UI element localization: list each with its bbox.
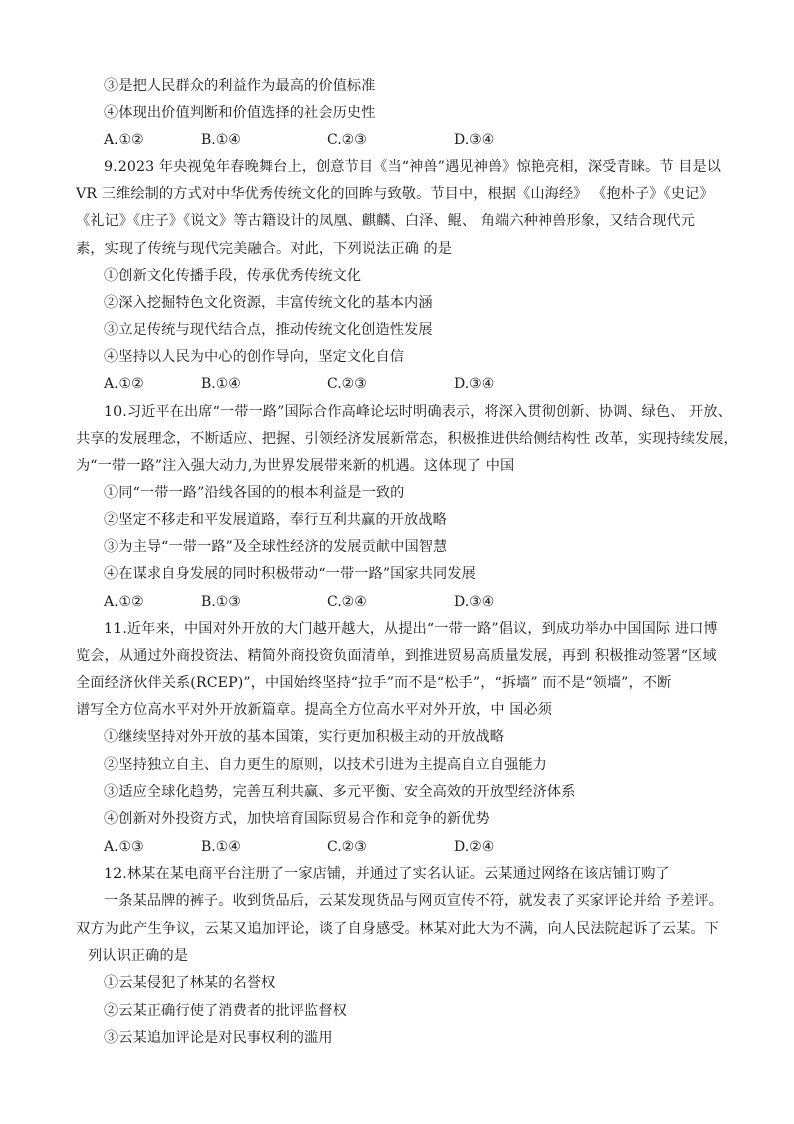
q10-choice-c: C.②④ [327, 594, 367, 610]
q9-choice-c: C.②③ [327, 376, 367, 392]
q12-stem-line-2: 一条某品牌的裤子。收到货品后，云某发现货品与网页宣传不符，就发表了买家评论并给 予差评。 [104, 893, 723, 909]
q11-choice-c: C.②③ [327, 839, 367, 855]
q9-choice-a: A.①② [104, 376, 144, 392]
q10-choice-a: A.①② [104, 594, 144, 610]
q8-option-3: ③是把人民群众的利益作为最高的价值标准 [104, 78, 376, 94]
q9-option-4: ④坚持以人民为中心的创作导向，坚定文化自信 [104, 349, 405, 365]
q11-stem-line-1: 11.近年来，中国对外开放的大门越开越大，从提出“一带一路”倡议，到成功举办中国国际 进口博 [104, 621, 718, 637]
q9-stem-line-2: VR 三维绘制的方式对中华优秀传统文化的回眸与致敬。节目中，根据《山海经》 《抱朴子》《史记》 [76, 186, 714, 202]
q11-stem-line-2: 览会，从通过外商投资法、精简外商投资负面清单，到推进贸易高质量发展，再到 积极推动签署“区域 [76, 648, 717, 664]
q9-choice-b: B.①④ [201, 376, 241, 392]
q11-option-1: ①继续坚持对外开放的基本国策，实行更加积极主动的开放战略 [104, 729, 505, 745]
q9-option-1: ①创新文化传播手段，传承优秀传统文化 [104, 268, 362, 284]
q9-choice-d: D.③④ [454, 376, 495, 392]
q10-stem-line-1: 10.习近平在出席“一带一路”国际合作高峰论坛时明确表示，将深入贯彻创新、协调、绿色、 开放、 [104, 404, 732, 420]
q12-option-3: ③云某追加评论是对民事权利的滥用 [104, 1030, 333, 1046]
q12-option-2: ②云某正确行使了消费者的批评监督权 [104, 1003, 347, 1019]
q9-stem-line-1: 9.2023 年央视兔年春晚舞台上，创意节目《当“神兽”遇见神兽》惊艳亮相，深受青睐。节 目是以 [104, 159, 722, 175]
q9-stem-line-4: 素，实现了传统与现代完美融合。对此，下列说法正确 的是 [76, 241, 453, 257]
q9-stem-line-3: 《礼记》《庄子》《说文》等古籍设计的凤凰、麒麟、白泽、鲲、 角端六种神兽形象，又结合现代元 [76, 213, 696, 229]
q8-choice-c: C.②③ [327, 132, 367, 148]
q11-option-4: ④创新对外投资方式，加快培育国际贸易合作和竞争的新优势 [104, 811, 490, 827]
q9-option-2: ②深入挖掘特色文化资源，丰富传统文化的基本内涵 [104, 295, 433, 311]
q11-stem-line-3: 全面经济伙伴关系(RCEP)”，中国始终坚持“拉手”而不是“松手”，“拆墙” 而不是“领墙”，不断 [76, 675, 672, 691]
q10-choice-d: D.③④ [454, 594, 495, 610]
q9-option-3: ③立足传统与现代结合点，推动传统文化创造性发展 [104, 322, 433, 338]
q8-option-4: ④体现出价值判断和价值选择的社会历史性 [104, 105, 376, 121]
q8-choice-d: D.③④ [454, 132, 495, 148]
q12-option-1: ①云某侵犯了林某的名誉权 [104, 975, 276, 991]
q10-stem-line-3: 为“一带一路”注入强大动力,为世界发展带来新的机遇。这体现了 中国 [76, 458, 515, 474]
q11-stem-line-4: 谱写全方位高水平对外开放新篇章。提高全方位高水平对外开放，中 国必须 [76, 702, 553, 718]
q11-choice-b: B.①④ [201, 839, 241, 855]
q11-option-2: ②坚持独立自主、自力更生的原则，以技术引进为主提高自立自强能力 [104, 757, 547, 773]
q10-choice-b: B.①③ [201, 594, 241, 610]
q12-stem-line-4: 列认识正确的是 [88, 948, 189, 964]
q10-stem-line-2: 共享的发展理念，不断适应、把握、引领经济发展新常态，积极推进供给侧结构性 改革，实现持续发展， [76, 431, 738, 447]
q10-option-2: ②坚定不移走和平发展道路，奉行互利共赢的开放战略 [104, 512, 447, 528]
q12-stem-line-3: 双方为此产生争议，云某又追加评论，谈了自身感受。林某对此大为不满，向人民法院起诉了云某。下 [76, 921, 719, 937]
q11-option-3: ③适应全球化趋势，完善互利共赢、多元平衡、安全高效的开放型经济体系 [104, 784, 576, 800]
q8-choice-b: B.①④ [201, 132, 241, 148]
q11-choice-a: A.①③ [104, 839, 144, 855]
q8-choice-a: A.①② [104, 132, 144, 148]
q10-option-1: ①同“一带一路”沿线各国的的根本利益是一致的 [104, 485, 405, 501]
q12-stem-line-1: 12.林某在某电商平台注册了一家店铺，并通过了实名认证。云某通过网络在该店铺订购了 [104, 866, 670, 882]
q11-choice-d: D.②④ [454, 839, 495, 855]
q10-option-3: ③为主导“一带一路”及全球性经济的发展贡献中国智慧 [104, 539, 448, 555]
q10-option-4: ④在谋求自身发展的同时积极带动“一带一路”国家共同发展 [104, 566, 476, 582]
